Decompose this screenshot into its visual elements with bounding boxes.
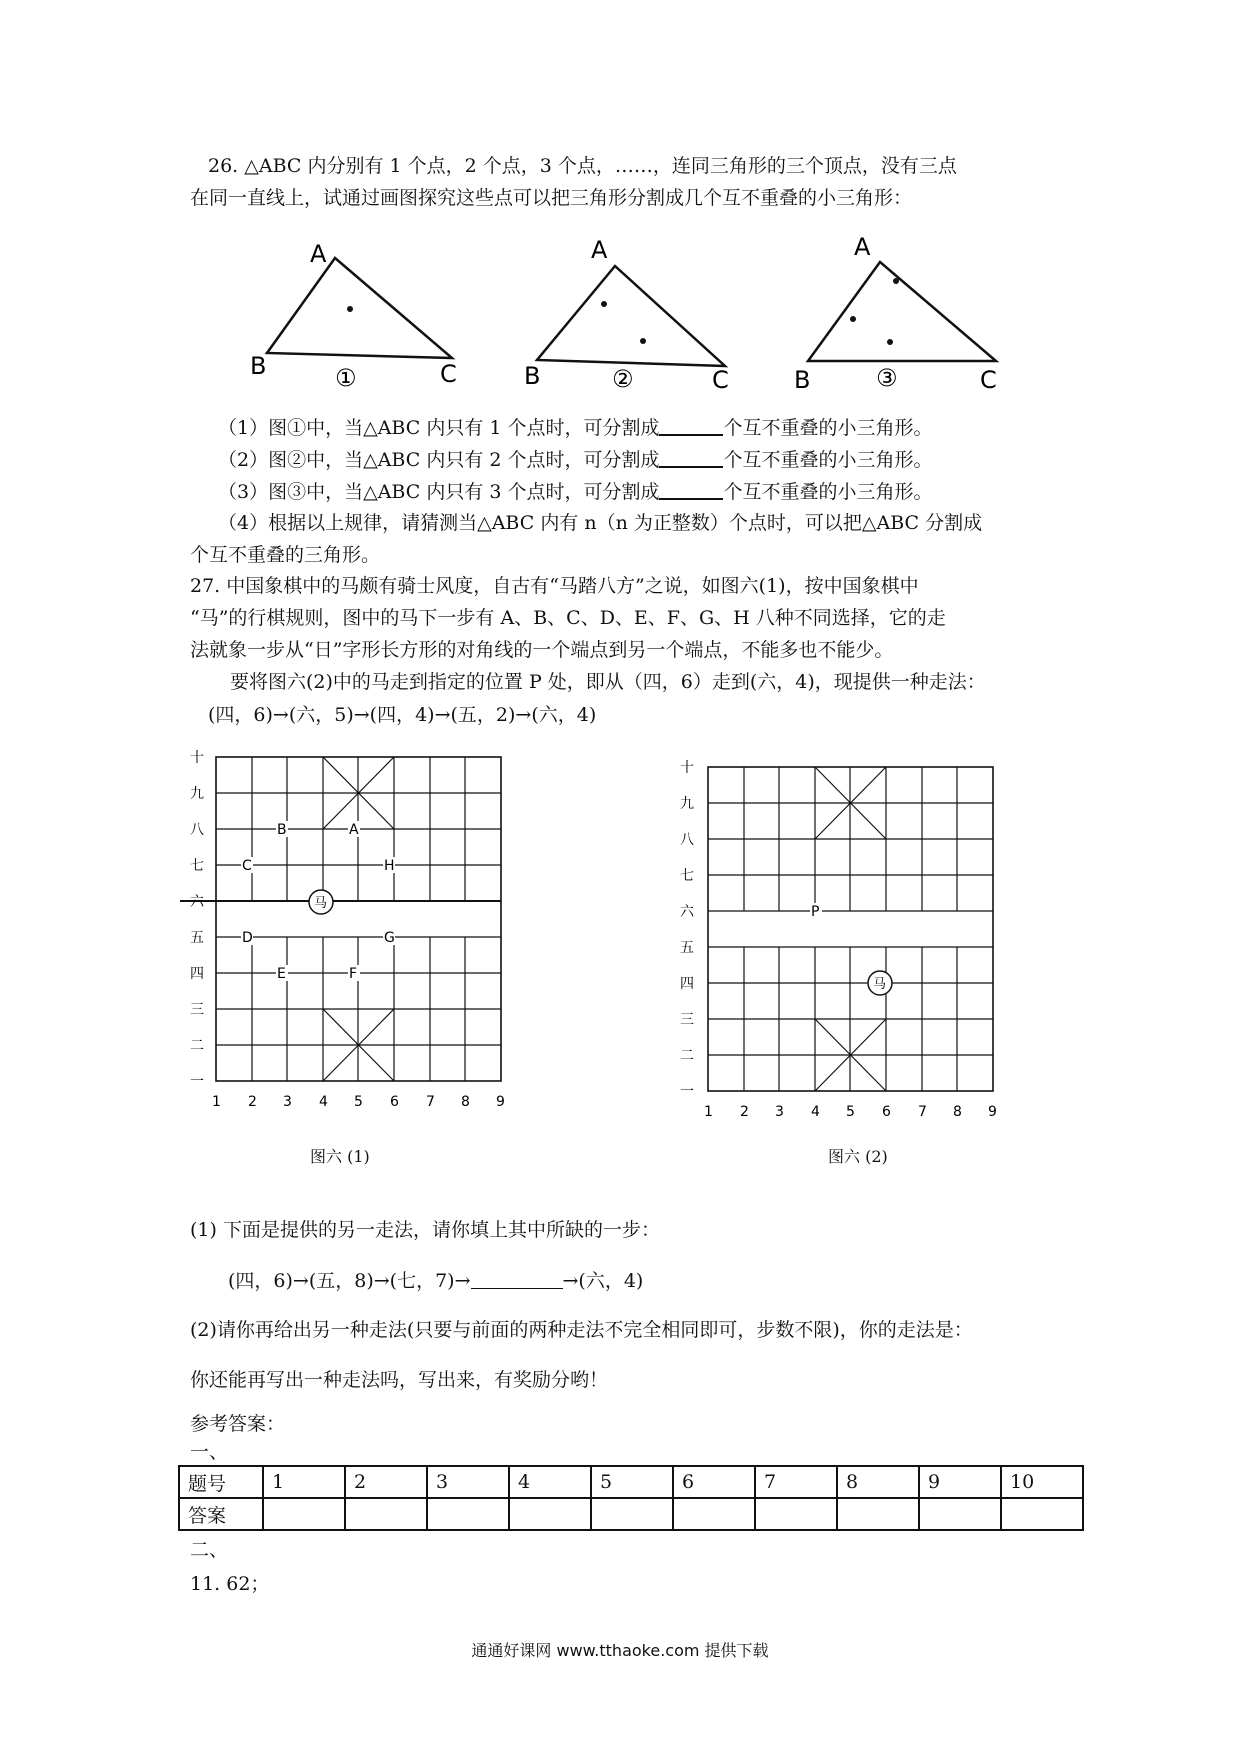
board2-row-labels — [680, 760, 695, 1100]
b2-row-3: 三 — [680, 1012, 694, 1028]
board2-horse-piece — [868, 971, 892, 995]
b2-row-1: 一 — [680, 1084, 694, 1100]
answer-cell[interactable] — [263, 1498, 345, 1530]
board2-grid — [708, 767, 993, 1091]
answer-table — [178, 1465, 1084, 1531]
tri2-B: B — [524, 362, 541, 390]
triangle-1 — [250, 240, 457, 392]
q26-sub3 — [218, 478, 933, 504]
table-cell: 4 — [509, 1466, 591, 1498]
q26-sub3-post: 个互不重叠的小三角形。 — [723, 481, 933, 503]
b2-col-3: 3 — [775, 1104, 784, 1120]
q26-sub2-blank[interactable] — [659, 446, 723, 468]
answer-cell[interactable] — [345, 1498, 427, 1530]
b1-row-3: 三 — [190, 1002, 204, 1018]
table-cell: 3 — [427, 1466, 509, 1498]
q26-sub1-pre: （1）图①中，当△ABC 内只有 1 个点时，可分割成 — [218, 417, 660, 439]
q27-part1-blank[interactable] — [471, 1268, 563, 1289]
answers-section1: 一、 — [190, 1441, 229, 1463]
b2-row-8: 八 — [680, 832, 694, 848]
table-header-cell: 答案 — [179, 1498, 263, 1530]
q26-sub4-line2: 个互不重叠的三角形。 — [190, 544, 381, 566]
b1-col-8: 8 — [461, 1094, 470, 1110]
answer-cell[interactable] — [1001, 1498, 1083, 1530]
fig2-caption: 图六 (2) — [828, 1147, 888, 1166]
b1-row-9: 九 — [190, 786, 204, 802]
q26-sub4-line1: （4）根据以上规律，请猜测当△ABC 内有 n（n 为正整数）个点时，可以把△ABC 分割成 — [218, 512, 983, 534]
board2-col-labels — [704, 1104, 997, 1120]
triangle-3 — [794, 233, 997, 394]
b2-row-2: 二 — [680, 1048, 694, 1064]
b2-col-8: 8 — [953, 1104, 962, 1120]
b2-row-5: 五 — [680, 940, 694, 956]
q26-sub1-post: 个互不重叠的小三角形。 — [723, 417, 933, 439]
table-cell: 9 — [919, 1466, 1001, 1498]
b1-row-7: 七 — [190, 858, 204, 874]
table-cell: 6 — [673, 1466, 755, 1498]
b2-row-7: 七 — [680, 868, 694, 884]
page-footer: 通通好课网 www.tthaoke.com 提供下载 — [471, 1641, 769, 1660]
tri3-num: ③ — [876, 364, 898, 392]
chess-board-2 — [670, 755, 1010, 1135]
b1-col-9: 9 — [496, 1094, 505, 1110]
b1-col-7: 7 — [426, 1094, 435, 1110]
b2-row-10: 十 — [680, 760, 694, 776]
q26-line1: 26. △ABC 内分别有 1 个点，2 个点，3 个点，……，连同三角形的三个顶点，没有三点 — [208, 155, 957, 177]
b2-horse-char: 马 — [873, 977, 887, 992]
b1-point-E: E — [277, 966, 286, 982]
table-cell: 5 — [591, 1466, 673, 1498]
b1-point-D: D — [242, 930, 253, 946]
b1-col-1: 1 — [212, 1094, 221, 1110]
q26-sub3-blank[interactable] — [659, 478, 723, 500]
board1-row-labels — [190, 750, 205, 1090]
b1-row-4: 四 — [190, 966, 204, 982]
tri2-A: A — [591, 236, 608, 264]
board1-col-labels — [212, 1094, 505, 1110]
b1-horse-char: 马 — [314, 896, 328, 911]
answers-title: 参考答案： — [190, 1413, 286, 1435]
q26-sub2-post: 个互不重叠的小三角形。 — [723, 449, 933, 471]
board1-horse-piece — [309, 890, 333, 914]
b1-row-10: 十 — [190, 750, 204, 766]
triangle-2 — [524, 236, 729, 394]
tri3-B: B — [794, 366, 811, 394]
q27-part1-path-post: →(六，4) — [562, 1270, 644, 1292]
b2-point-P: P — [811, 904, 820, 920]
b1-col-4: 4 — [319, 1094, 328, 1110]
q27-part2-text: (2)请你再给出另一种走法(只要与前面的两种走法不完全相同即可，步数不限)，你的走法是： — [190, 1319, 973, 1341]
b1-point-C: C — [242, 858, 252, 874]
b2-col-2: 2 — [740, 1104, 749, 1120]
board2-point-p — [810, 903, 822, 920]
b1-row-1: 一 — [190, 1074, 204, 1090]
tri3-C: C — [980, 366, 997, 394]
b2-col-7: 7 — [918, 1104, 927, 1120]
b2-col-1: 1 — [704, 1104, 713, 1120]
b1-point-A: A — [349, 822, 359, 838]
b1-point-G: G — [384, 930, 395, 946]
b1-row-5: 五 — [190, 930, 204, 946]
q26-sub2-pre: （2）图②中，当△ABC 内只有 2 个点时，可分割成 — [218, 449, 660, 471]
b1-col-3: 3 — [283, 1094, 292, 1110]
tri1-A: A — [310, 240, 327, 268]
table-cell: 2 — [345, 1466, 427, 1498]
b2-col-4: 4 — [811, 1104, 820, 1120]
q27-line5: (四，6)→(六，5)→(四，4)→(五，2)→(六，4) — [208, 704, 597, 726]
q27-line4: 要将图六(2)中的马走到指定的位置 P 处，即从（四，6）走到(六，4)，现提供一种走法： — [230, 671, 986, 693]
q27-part1-path-pre: (四，6)→(五，8)→(七，7)→ — [228, 1270, 471, 1292]
table-header-cell: 题号 — [179, 1466, 263, 1498]
b1-point-H: H — [384, 858, 395, 874]
q27-line2: “马”的行棋规则，图中的马下一步有 A、B、C、D、E、F、G、H 八种不同选择，它的走 — [190, 607, 946, 629]
q26-sub1 — [218, 414, 933, 440]
table-cell: 1 — [263, 1466, 345, 1498]
b1-col-2: 2 — [248, 1094, 257, 1110]
board1-grid — [180, 757, 501, 1081]
b1-row-8: 八 — [190, 822, 204, 838]
answer-cell[interactable] — [919, 1498, 1001, 1530]
q26-sub1-blank[interactable] — [659, 414, 723, 436]
answer-cell[interactable] — [427, 1498, 509, 1530]
tri3-A: A — [854, 233, 871, 261]
q26-line2: 在同一直线上，试通过画图探究这些点可以把三角形分割成几个互不重叠的小三角形： — [190, 187, 913, 209]
b2-col-9: 9 — [988, 1104, 997, 1120]
q27-line3: 法就象一步从“日”字形长方形的对角线的一个端点到另一个端点，不能多也不能少。 — [190, 639, 894, 661]
b2-row-4: 四 — [680, 976, 694, 992]
answer-cell[interactable] — [673, 1498, 755, 1530]
b1-row-2: 二 — [190, 1038, 204, 1054]
b2-col-5: 5 — [846, 1104, 855, 1120]
q26-sub3-pre: （3）图③中，当△ABC 内只有 3 个点时，可分割成 — [218, 481, 660, 503]
fig1-caption: 图六 (1) — [310, 1147, 370, 1166]
q27-part3-text: 你还能再写出一种走法吗，写出来，有奖励分哟！ — [190, 1369, 609, 1391]
tri1-C: C — [440, 360, 457, 388]
table-cell: 7 — [755, 1466, 837, 1498]
chess-board-1 — [180, 745, 520, 1130]
b1-point-F: F — [349, 966, 358, 982]
b1-col-5: 5 — [354, 1094, 363, 1110]
q27-line1: 27. 中国象棋中的马颇有骑士风度，自古有“马踏八方”之说，如图六(1)，按中国象棋中 — [190, 575, 919, 597]
tri1-num: ① — [335, 364, 357, 392]
q27-part1-path — [228, 1268, 643, 1293]
q27-part1-text: (1) 下面是提供的另一走法，请你填上其中所缺的一步： — [190, 1219, 660, 1241]
table-row — [179, 1498, 1083, 1530]
answer-cell[interactable] — [755, 1498, 837, 1530]
answers-section2: 二、 — [190, 1539, 229, 1561]
q26-sub2 — [218, 446, 933, 472]
tri1-B: B — [250, 352, 267, 380]
b1-col-6: 6 — [390, 1094, 399, 1110]
answers-item11: 11. 62； — [190, 1573, 270, 1595]
b2-row-9: 九 — [680, 796, 694, 812]
answer-cell[interactable] — [591, 1498, 673, 1530]
b2-row-6: 六 — [680, 904, 694, 920]
answer-cell[interactable] — [509, 1498, 591, 1530]
table-row — [179, 1466, 1083, 1498]
b2-col-6: 6 — [882, 1104, 891, 1120]
tri2-C: C — [712, 366, 729, 394]
answer-cell[interactable] — [837, 1498, 919, 1530]
b1-row-6: 六 — [190, 894, 204, 910]
table-cell: 10 — [1001, 1466, 1083, 1498]
q26-triangles — [0, 228, 1240, 398]
table-cell: 8 — [837, 1466, 919, 1498]
tri2-num: ② — [612, 365, 634, 393]
b1-point-B: B — [277, 822, 287, 838]
